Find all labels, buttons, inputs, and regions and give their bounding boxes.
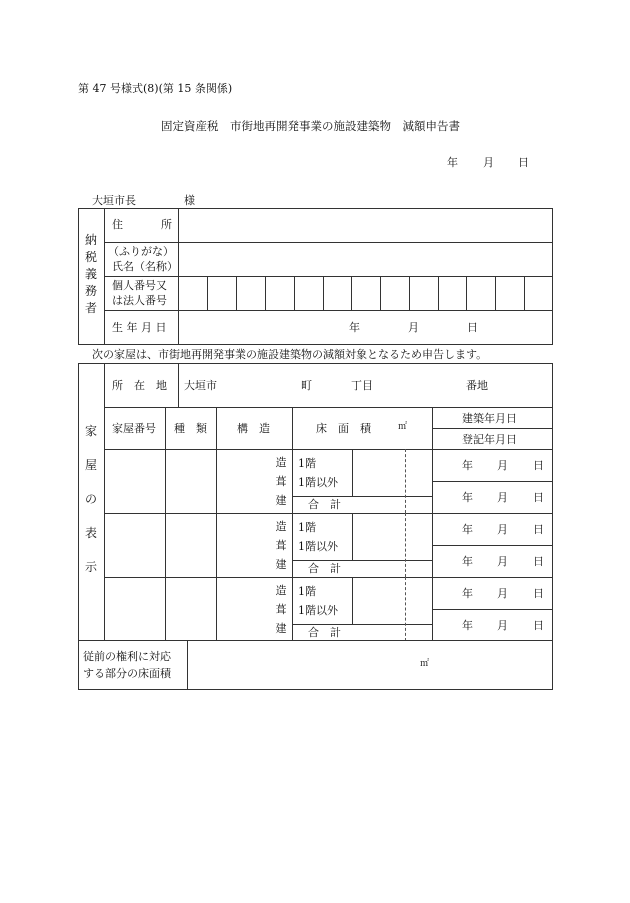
registered-day: 日: [533, 491, 544, 504]
date-month: 月: [483, 156, 494, 169]
birth-month: 月: [408, 321, 419, 334]
id-label-line2: は法人番号: [112, 294, 167, 307]
registered-year: 年: [462, 619, 473, 632]
built-day: 日: [533, 459, 544, 472]
built-month: 月: [497, 523, 508, 536]
floor1-label: 1階: [298, 457, 316, 470]
addressee-name: 大垣市長: [92, 194, 136, 207]
col-header-area-unit: ㎡: [398, 422, 408, 432]
registered-month: 月: [497, 555, 508, 568]
floor-other-label: 1階以外: [298, 540, 338, 553]
location-banchi: 番地: [466, 379, 488, 392]
name-label: 氏名（名称）: [112, 260, 178, 273]
previous-label-line1: 従前の権利に対応: [83, 650, 171, 663]
col-header-number: 家屋番号: [112, 422, 156, 435]
address-label-a: 住: [112, 218, 123, 231]
registered-year: 年: [462, 491, 473, 504]
structure-chars: 造 葺 建: [275, 584, 287, 635]
built-year: 年: [462, 587, 473, 600]
registered-year: 年: [462, 555, 473, 568]
built-month: 月: [497, 459, 508, 472]
previous-area-unit: ㎡: [420, 659, 430, 669]
registered-month: 月: [497, 619, 508, 632]
floor-other-label: 1階以外: [298, 476, 338, 489]
col-header-type: 種 類: [174, 422, 207, 435]
birth-day: 日: [467, 321, 478, 334]
col-header-structure: 構 造: [237, 422, 270, 435]
location-city: 大垣市: [184, 379, 217, 392]
house-side-label: 家 屋 の 表 示: [84, 424, 97, 574]
location-label: 所 在 地: [112, 379, 167, 392]
registered-day: 日: [533, 555, 544, 568]
col-header-registered: 登記年月日: [462, 433, 517, 446]
total-label: 合 計: [308, 626, 341, 639]
date-year: 年: [447, 156, 458, 169]
declaration-text: 次の家屋は、市街地再開発事業の施設建築物の減額対象となるため申告します。: [92, 348, 488, 361]
built-month: 月: [497, 587, 508, 600]
date-day: 日: [518, 156, 529, 169]
col-header-area: 床 面 積: [316, 422, 371, 435]
built-day: 日: [533, 587, 544, 600]
location-town: 町: [301, 379, 312, 392]
taxpayer-side-label: 納 税 義 務 者: [84, 233, 97, 315]
floor1-label: 1階: [298, 521, 316, 534]
addressee-honorific: 様: [184, 194, 195, 207]
page-title: 固定資産税 市街地再開発事業の施設建築物 減額申告書: [161, 119, 460, 133]
built-year: 年: [462, 459, 473, 472]
previous-label-line2: する部分の床面積: [83, 667, 171, 680]
structure-chars: 造 葺 建: [275, 456, 287, 507]
built-day: 日: [533, 523, 544, 536]
id-label-line1: 個人番号又: [112, 279, 167, 292]
floor1-label: 1階: [298, 585, 316, 598]
birth-label: 生 年 月 日: [112, 321, 167, 334]
built-year: 年: [462, 523, 473, 536]
floor-other-label: 1階以外: [298, 604, 338, 617]
registered-month: 月: [497, 491, 508, 504]
name-label-furigana: （ふりがな）: [108, 245, 174, 258]
total-label: 合 計: [308, 498, 341, 511]
form-number: 第 47 号様式(8)(第 15 条関係): [78, 82, 233, 95]
location-chome: 丁目: [351, 379, 373, 392]
total-label: 合 計: [308, 562, 341, 575]
registered-day: 日: [533, 619, 544, 632]
birth-year: 年: [349, 321, 360, 334]
structure-chars: 造 葺 建: [275, 520, 287, 571]
address-label-b: 所: [161, 218, 172, 231]
col-header-built: 建築年月日: [462, 412, 517, 425]
